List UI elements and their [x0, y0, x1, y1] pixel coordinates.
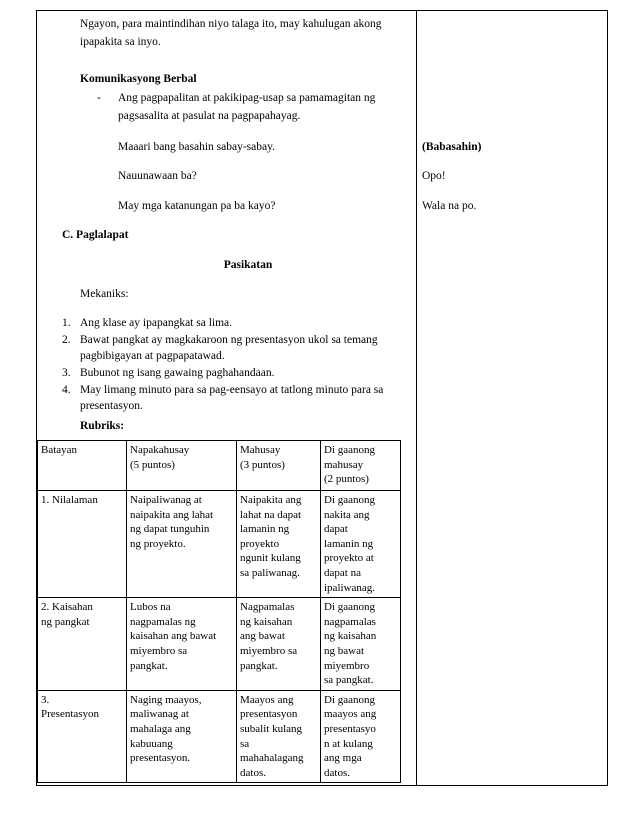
rubric-cell: Naging maayos, maliwanag at mahalaga ang kabuuang presentasyon.: [127, 690, 237, 783]
definition-line-1: Ang pagpapalitan at pakikipag-usap sa pamamagitan ng: [118, 92, 376, 104]
rubric-row: [38, 598, 401, 691]
question-1: Maaari bang basahin sabay-sabay.: [118, 141, 275, 153]
heading-komunikasyon: Komunikasyong Berbal: [80, 73, 197, 85]
rubric-table: [37, 440, 401, 783]
rubric-header-row: [38, 441, 401, 491]
mechanic-text-continued: pagbibigayan at pagpapatawad.: [80, 350, 225, 362]
mechanic-text: Bawat pangkat ay magkakaroon ng presentasyon ukol sa temang: [80, 334, 378, 346]
definition-line-2: pagsasalita at pasulat na pagpapahayag.: [118, 110, 301, 122]
definition-dash: -: [97, 92, 101, 104]
intro-line-2: ipapakita sa inyo.: [80, 36, 161, 48]
mechanic-text: Ang klase ay ipapangkat sa lima.: [80, 317, 233, 329]
rubric-cell: Di gaanong nagpamalas ng kaisahan ng bawat miyembro sa pangkat.: [321, 598, 401, 691]
rubric-cell: Lubos na nagpamalas ng kaisahan ang bawat miyembro sa pangkat.: [127, 598, 237, 691]
rubric-cell: Di gaanong maayos ang presentasyo n at kulang ang mga datos.: [321, 690, 401, 783]
mechanic-number: 1.: [62, 317, 71, 329]
rubric-row: [38, 491, 401, 598]
mechanic-number: 3.: [62, 367, 71, 379]
rubric-cell: Di gaanong nakita ang dapat lamanin ng proyekto at dapat na ipaliwanag.: [321, 491, 401, 598]
rubric-cell: Maayos ang presentasyon subalit kulang sa mahahalagang datos.: [237, 690, 321, 783]
mechanic-text: Bubunot ng isang gawaing paghahandaan.: [80, 367, 275, 379]
mechanic-text-continued: presentasyon.: [80, 400, 143, 412]
rubric-header-cell: Di gaanong mahusay (2 puntos): [321, 441, 401, 491]
rubric-cell: Naipakita ang lahat na dapat lamanin ng proyekto ngunit kulang sa paliwanag.: [237, 491, 321, 598]
response-babasahin: (Babasahin): [422, 141, 482, 153]
rubric-header-cell: Batayan: [38, 441, 127, 491]
mechanic-number: 2.: [62, 334, 71, 346]
rubric-cell: 3. Presentasyon: [38, 690, 127, 783]
activity-title: Pasikatan: [223, 259, 273, 271]
rubric-cell: Nagpamalas ng kaisahan ang bawat miyembro sa pangkat.: [237, 598, 321, 691]
rubriks-label: Rubriks:: [80, 420, 125, 432]
column-divider: [416, 10, 417, 786]
response-opo: Opo!: [422, 170, 446, 182]
section-c-heading: C. Paglalapat: [62, 229, 129, 241]
intro-line-1: Ngayon, para maintindihan niyo talaga ito, may kahulugan akong: [80, 18, 382, 30]
rubric-cell: 2. Kaisahan ng pangkat: [38, 598, 127, 691]
rubric-cell: Naipaliwanag at naipakita ang lahat ng dapat tunguhin ng proyekto.: [127, 491, 237, 598]
rubric-header-cell: Mahusay (3 puntos): [237, 441, 321, 491]
rubric-header-cell: Napakahusay (5 puntos): [127, 441, 237, 491]
mechanic-text: May limang minuto para sa pag-eensayo at tatlong minuto para sa: [80, 384, 384, 396]
mekaniks-label: Mekaniks:: [80, 288, 129, 300]
question-2: Nauunawaan ba?: [118, 170, 197, 182]
question-3: May mga katanungan pa ba kayo?: [118, 200, 276, 212]
rubric-row: [38, 690, 401, 783]
rubric-cell: 1. Nilalaman: [38, 491, 127, 598]
mechanic-number: 4.: [62, 384, 71, 396]
response-wala-na-po: Wala na po.: [422, 200, 477, 212]
